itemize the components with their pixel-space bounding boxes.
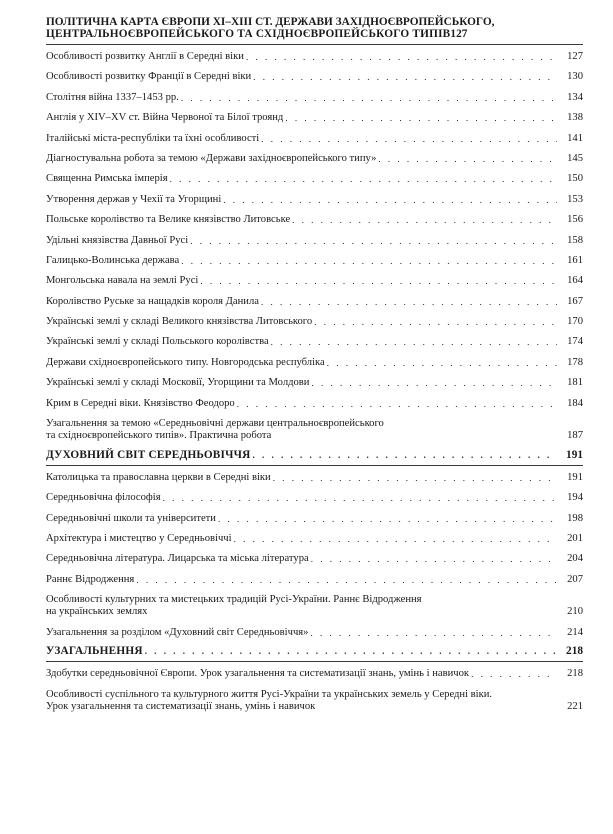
entry-title: Польське королівство та Велике князівство Литовське	[46, 214, 291, 226]
section-title-line2: ЦЕНТРАЛЬНОЄВРОПЕЙСЬКОГО ТА СХІДНОЄВРОПЕЙСЬКОГО ТИПІВ	[46, 28, 451, 40]
entry-title: Середньовічна філософія	[46, 492, 161, 504]
entry-page-number: 187	[567, 430, 583, 442]
entry-title: Українські землі у складі Московії, Угорщини та Молдови	[46, 377, 310, 389]
entry-page-number: 184	[567, 397, 583, 409]
entry-title: Архітектура і мистецтво у Середньовіччі	[46, 533, 232, 544]
entry-page-number: 201	[567, 533, 583, 544]
entry-title-line2: на українських землях	[46, 606, 148, 618]
entry-title-line1: Узагальнення за темою «Середньовічні держави центральноєвропейського	[46, 418, 384, 430]
entry-title: Королівство Руське за нащадків короля Данила	[46, 295, 259, 307]
leader-dots	[253, 71, 557, 83]
leader-dots	[181, 255, 557, 267]
toc-entry[interactable]	[46, 173, 583, 185]
toc-entry[interactable]	[46, 398, 583, 410]
leader-dots	[378, 153, 557, 165]
entry-page-number: 181	[567, 377, 583, 389]
entry-page-number: 178	[567, 356, 583, 368]
section-divider	[46, 465, 583, 466]
toc-entry[interactable]	[46, 513, 583, 525]
toc-entry[interactable]	[46, 418, 583, 442]
entry-title-line1: Особливості суспільного та культурного життя Русі-України та українських земель у Середні віки.	[46, 688, 493, 700]
entry-page-number: 156	[567, 214, 583, 226]
toc-entry[interactable]	[46, 472, 583, 484]
toc-entry[interactable]	[46, 235, 583, 247]
leader-dots	[234, 533, 557, 545]
entry-title: Священна Римська імперія	[46, 173, 168, 185]
entry-title-line2: Урок узагальнення та систематизації знань, умінь і навичок	[46, 700, 316, 712]
entry-page-number: 198	[567, 512, 583, 524]
leader-dots	[190, 235, 557, 247]
entry-page-number: 174	[567, 336, 583, 348]
entry-title: Українські землі у складі Польського королівства	[46, 336, 269, 348]
leader-dots	[145, 645, 557, 657]
entry-page-number: 127	[567, 51, 583, 62]
entry-title: Здобутки середньовічної Європи. Урок узагальнення та систематизації знань, умінь і навичок	[46, 668, 470, 680]
entry-page-number: 221	[567, 700, 583, 712]
leader-dots	[261, 296, 557, 308]
toc-entry[interactable]	[46, 357, 583, 369]
section-page-number: 218	[566, 645, 583, 658]
toc-entry[interactable]	[46, 689, 583, 713]
section-divider	[46, 661, 583, 662]
entry-page-number: 218	[567, 668, 583, 680]
entry-page-number: 141	[567, 132, 583, 144]
leader-dots	[163, 492, 557, 504]
entry-title: Галицько-Волинська держава	[46, 254, 180, 266]
entry-page-number: 138	[567, 112, 583, 124]
toc-entry[interactable]	[46, 336, 583, 348]
toc-entry[interactable]	[46, 92, 583, 104]
entry-page-number: 210	[567, 606, 583, 618]
entry-title: Середньовічна література. Лицарська та міська література	[46, 553, 309, 565]
section-title: ДУХОВНИЙ СВІТ СЕРЕДНЬОВІЧЧЯ	[46, 448, 251, 461]
leader-dots	[261, 133, 557, 145]
leader-dots	[252, 449, 557, 461]
toc-entry[interactable]	[46, 316, 583, 328]
entry-page-number: 161	[567, 254, 583, 266]
section-heading-political-map[interactable]	[46, 16, 583, 40]
entry-title: Особливості розвитку Англії в Середні віки	[46, 51, 244, 62]
leader-dots	[237, 398, 557, 410]
toc-entry[interactable]	[46, 668, 583, 680]
entry-title-line1: Особливості культурних та мистецьких традицій Русі-України. Раннє Відродження	[46, 594, 422, 606]
leader-dots	[285, 112, 557, 124]
toc-entry[interactable]	[46, 296, 583, 308]
leader-dots	[310, 627, 557, 639]
toc-entry[interactable]	[46, 627, 583, 639]
leader-dots	[170, 173, 557, 185]
section-page-number: 191	[566, 448, 583, 461]
entry-title: Узагальнення за розділом «Духовний світ Середньовіччя»	[46, 626, 309, 638]
leader-dots	[327, 357, 557, 369]
toc-entry[interactable]	[46, 492, 583, 504]
toc-entry[interactable]	[46, 153, 583, 165]
entry-title: Особливості розвитку Франції в Середні віки	[46, 71, 252, 83]
section-page-number: 127	[450, 28, 468, 40]
leader-dots	[218, 513, 557, 525]
toc-entry[interactable]	[46, 574, 583, 586]
leader-dots	[200, 275, 557, 287]
entry-title: Монгольська навала на землі Русі	[46, 275, 199, 287]
toc-entry[interactable]	[46, 194, 583, 206]
entry-page-number: 167	[567, 295, 583, 307]
toc-entry[interactable]	[46, 553, 583, 565]
entry-page-number: 204	[567, 553, 583, 565]
toc-entry[interactable]	[46, 533, 583, 545]
entry-title: Католицька та православна церкви в Середні віки	[46, 471, 271, 483]
leader-dots	[311, 553, 557, 565]
leader-dots	[311, 377, 557, 389]
entry-page-number: 191	[567, 471, 583, 483]
toc-entry[interactable]	[46, 112, 583, 124]
toc-entry[interactable]	[46, 255, 583, 267]
leader-dots	[314, 316, 557, 328]
entry-page-number: 134	[567, 91, 583, 103]
entry-title: Утворення держав у Чехії та Угорщині	[46, 193, 222, 205]
entry-title: Удільні князівства Давньої Русі	[46, 234, 189, 246]
entry-page-number: 150	[567, 173, 583, 185]
entry-title: Столітня війна 1337–1453 рр.	[46, 91, 179, 103]
leader-dots	[471, 668, 557, 680]
toc-entry[interactable]	[46, 71, 583, 83]
leader-dots	[273, 472, 557, 484]
leader-dots	[136, 574, 557, 586]
entry-title: Раннє Відродження	[46, 573, 135, 585]
entry-page-number: 207	[567, 573, 583, 585]
entry-page-number: 214	[567, 626, 583, 638]
toc-entry[interactable]	[46, 594, 583, 618]
entry-title: Середньовічні школи та університети	[46, 512, 216, 524]
entry-page-number: 158	[567, 234, 583, 246]
entry-title: Українські землі у складі Великого князівства Литовського	[46, 316, 313, 328]
section-heading-summary[interactable]	[46, 645, 583, 657]
entry-title: Італійські міста-республіки та їхні особливості	[46, 132, 260, 144]
toc-entry[interactable]	[46, 133, 583, 145]
section-divider	[46, 44, 583, 45]
leader-dots	[223, 194, 557, 206]
entry-page-number: 194	[567, 492, 583, 504]
entry-title-line2: та східноєвропейського типів». Практична робота	[46, 430, 272, 442]
leader-dots	[246, 51, 557, 63]
toc-entry[interactable]	[46, 377, 583, 389]
section-title: УЗАГАЛЬНЕННЯ	[46, 645, 143, 658]
entry-page-number: 170	[567, 316, 583, 328]
entry-title: Діагностувальна робота за темою «Держави західноєвропейського типу»	[46, 152, 377, 164]
toc-entry[interactable]	[46, 214, 583, 226]
section-heading-spiritual-world[interactable]	[46, 449, 583, 461]
section-title-line1: ПОЛІТИЧНА КАРТА ЄВРОПИ XI–XIII СТ. ДЕРЖАВИ ЗАХІДНОЄВРОПЕЙСЬКОГО,	[46, 16, 495, 28]
entry-page-number: 130	[567, 71, 583, 83]
entry-title: Держави східноєвропейського типу. Новгородська республіка	[46, 356, 325, 368]
toc-entry[interactable]	[46, 51, 583, 63]
entry-title: Англія у XIV–XV ст. Війна Червоної та Білої троянд	[46, 112, 284, 124]
leader-dots	[271, 336, 557, 348]
entry-page-number: 153	[567, 193, 583, 205]
entry-title: Крим в Середні віки. Князівство Феодоро	[46, 397, 235, 409]
leader-dots	[292, 214, 557, 226]
entry-page-number: 164	[567, 275, 583, 287]
entry-page-number: 145	[567, 152, 583, 164]
leader-dots	[181, 92, 557, 104]
toc-entry[interactable]	[46, 275, 583, 287]
